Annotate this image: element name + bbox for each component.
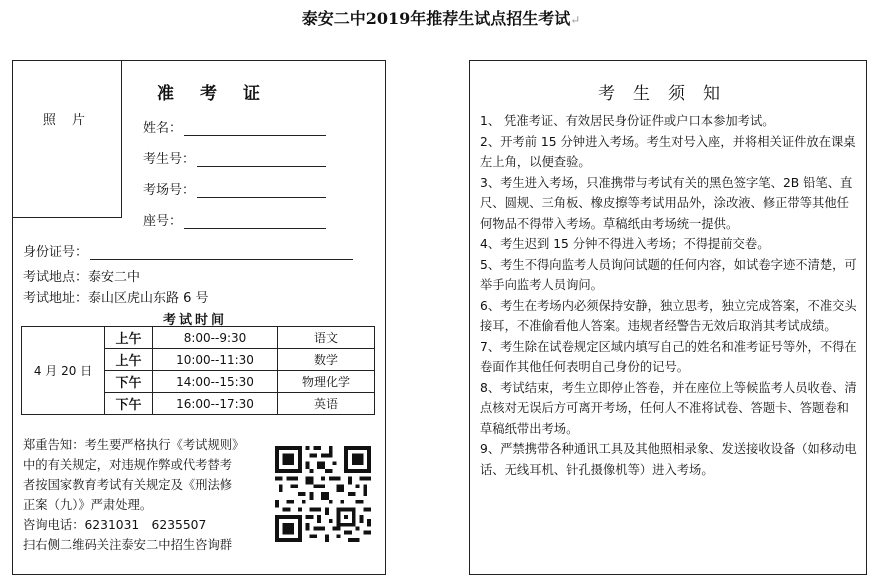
list-item: 3、考生进入考场，只准携带与考试有关的黑色签字笔、2B 铅笔、直尺、圆规、三角板、橡皮擦等考试用品外，涂改液、修正带等其他任何物品不得带入考场。草稿纸由考场统一提供。 — [480, 175, 853, 231]
contact-phone: 咨询电话：6231031 6235507 — [23, 518, 207, 532]
time-cell: 14:00--15:30 — [153, 371, 278, 393]
id-number-label: 身份证号： — [23, 245, 89, 260]
list-item: 6、考生在考场内必须保持安静，独立思考，独立完成答案，不准交头接耳，不准偷看他人答案。违规者经警告无效后取消其考试成绩。 — [480, 298, 857, 333]
admission-card — [12, 60, 386, 575]
exam-date: 4 月 20 日 — [22, 327, 105, 415]
period-cell: 上午 — [105, 327, 153, 349]
list-item: 9、严禁携带各种通讯工具及其他照相录象、发送接收设备（如移动电话、无线耳机、针孔摄像机等）进入考场。 — [480, 442, 857, 477]
subject-cell: 语文 — [278, 327, 375, 349]
notice-line: 郑重告知：考生要严格执行《考试规则》 — [23, 438, 245, 452]
exam-number-line — [197, 153, 326, 167]
exam-number-label: 考生号： — [143, 152, 196, 167]
list-item: 2、开考前 15 分钟进入考场。考生对号入座，并将相关证件放在课桌左上角，以便查验。 — [480, 134, 856, 169]
qr-code-icon — [275, 446, 371, 542]
photo-label: 照 片 — [42, 113, 92, 128]
id-number-line — [90, 246, 353, 260]
room-number-field — [143, 179, 326, 198]
exam-number-field — [143, 148, 326, 167]
period-cell: 下午 — [105, 393, 153, 415]
qr-instruction: 扫右侧二维码关注泰安二中招生咨询群 — [23, 538, 233, 552]
notice-line: 中的有关规定，对违规作弊或代考替考 — [23, 458, 233, 472]
notice-line: 者按国家教育考试有关规定及《刑法修 — [23, 478, 233, 492]
notice-title: 考生须知 — [598, 84, 738, 104]
exam-location: 考试地点：泰安二中 — [23, 270, 141, 285]
subject-cell: 物理化学 — [278, 371, 375, 393]
room-number-line — [197, 184, 326, 198]
subject-cell: 英语 — [278, 393, 375, 415]
list-item: 4、考生迟到 15 分钟不得进入考场；不得提前交卷。 — [480, 237, 770, 251]
id-number-field — [23, 241, 353, 260]
time-cell: 8:00--9:30 — [153, 327, 278, 349]
time-cell: 10:00--11:30 — [153, 349, 278, 371]
page-title — [0, 6, 882, 29]
schedule-table — [21, 326, 375, 415]
room-number-label: 考场号： — [143, 183, 196, 198]
period-cell: 下午 — [105, 371, 153, 393]
list-item: 1、 凭准考证、有效居民身份证件或户口本参加考试。 — [480, 114, 775, 128]
exam-address: 考试地址：泰山区虎山东路 6 号 — [23, 291, 209, 306]
subject-cell: 数学 — [278, 349, 375, 371]
name-line — [184, 122, 326, 136]
seat-number-label: 座号： — [143, 214, 183, 229]
list-item: 5、考生不得向监考人员询问试题的任何内容，如试卷字迹不清楚，可举手向监考人员询问。 — [480, 257, 857, 292]
notice-line: 正案（九）》严肃处理。 — [23, 498, 153, 512]
period-cell: 上午 — [105, 349, 153, 371]
seat-number-field — [143, 210, 326, 229]
schedule-title: 考试时间 — [163, 313, 228, 328]
photo-box — [13, 61, 122, 218]
list-item: 7、考生除在试卷规定区域内填写自己的姓名和准考证号等外，不得在卷面作其他任何表明自己身份的记号。 — [480, 339, 857, 374]
table-row — [22, 327, 375, 349]
name-label: 姓名： — [143, 121, 183, 136]
card-title: 准考证 — [157, 84, 286, 104]
candidate-notice-panel — [469, 60, 867, 575]
list-item: 8、考试结束，考生立即停止答卷，并在座位上等候监考人员收卷、清点核对无误后方可离开考场，任何人不准将试卷、答题卡、答题卷和草稿纸带出考场。 — [480, 380, 857, 436]
seat-number-line — [184, 215, 326, 229]
notice-text — [23, 435, 271, 555]
time-cell: 16:00--17:30 — [153, 393, 278, 415]
return-mark-icon: ↵ — [570, 13, 581, 27]
name-field — [143, 117, 326, 136]
rules-list — [480, 111, 860, 480]
page-title-text: 泰安二中2019年推荐生试点招生考试 — [301, 9, 571, 28]
